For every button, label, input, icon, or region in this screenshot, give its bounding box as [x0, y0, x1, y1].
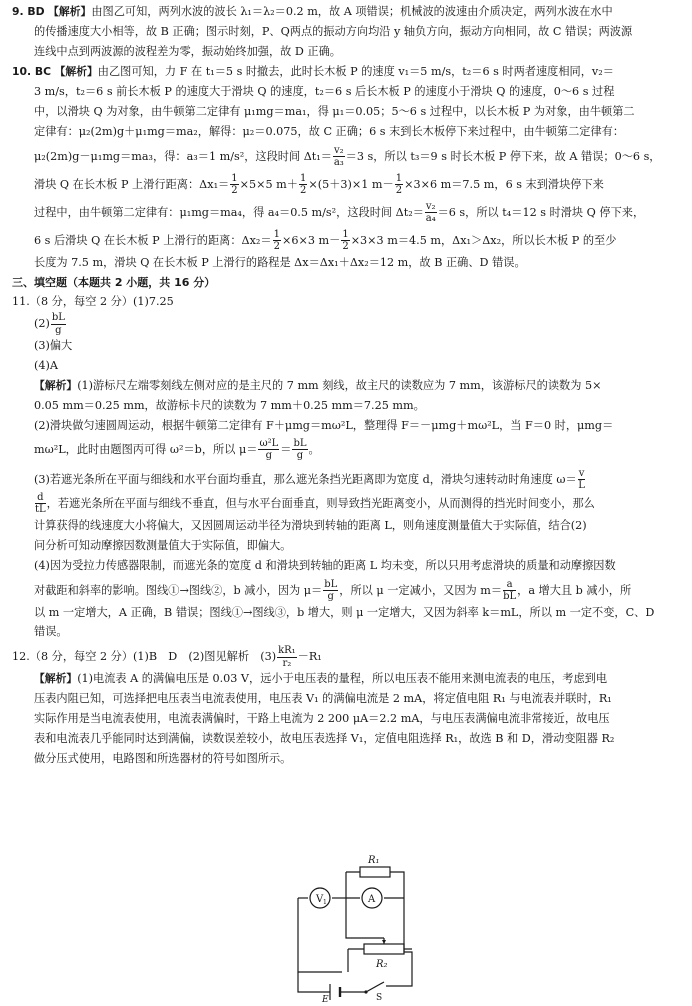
q12-analysis-2: 压表内阻已知，可选择把电压表当电流表使用，电压表 V₁ 的满偏电流是 2 mA，将定值电阻 R₁ 与电流表并联时，R₁: [34, 692, 612, 706]
switch-blade: [366, 982, 384, 992]
q11-answer-4: (4)A: [34, 358, 58, 372]
q10-line-7: 过程中，由牛顿第二定律有：μ₁mg＝ma₄，得 a₄＝0.5 m/s²，这段时间 Δt₂＝ $\frac{\text{v₂}}{\text{a₄}}$ ＝6 s，所以 t₄＝12 s 时滑块 Q 停下来，: [34, 200, 645, 225]
q11-answer-2: (2) $\frac{bL}{g}$: [34, 312, 65, 336]
q11-analysis-3b: $\frac{d}{tL}$ ，若遮光条所在平面与细线不垂直，但与水平台面垂直，则导致挡光距离变小，从而测得的挡光时间变小，那么: [35, 491, 595, 516]
q11-analysis-4: (4)因为受拉力传感器限制，而遮光条的宽度 d 和滑块到转轴的距离 L 均未变，所以只用考虑滑块的质量和动摩擦因数: [34, 558, 616, 572]
circuit-diagram: [288, 852, 428, 1002]
q11-head: 11.（8 分，每空 2 分）(1)7.25: [12, 295, 174, 309]
q11-analysis-1: 【解析】(1)游标尺左端零刻线左侧对应的是主尺的 7 mm 刻线，故主尺的读数应为 7 mm，该游标尺的读数为 5×: [34, 378, 602, 392]
fraction: $\frac{1}{2}$: [342, 228, 349, 253]
section-heading: 三、填空题（本题共 2 小题，共 16 分）: [12, 275, 216, 289]
q11-analysis-2: (2)滑块做匀速圆周运动，根据牛顿第二定律有 F＋μmg＝mω²L，整理得 F＝－μmg＋mω²L，当 F＝0 时，μmg＝: [34, 418, 614, 432]
q11-analysis-3: (3)若遮光条所在平面与细线和水平台面均垂直，那么遮光条挡光距离即为宽度 d，滑块匀速转动时角速度 ω＝ $\frac{v}{L}$: [34, 467, 585, 492]
wire-to-slider: [346, 922, 364, 938]
q11-analysis-2b: mω²L，此时由题图丙可得 ω²＝b，所以 μ＝ $\frac{\text{ω²L}}{g}$ ＝ $\frac{bL}{g}$ 。: [34, 437, 320, 462]
fraction: $\frac{1}{2}$: [273, 228, 280, 253]
r1-resistor: [360, 867, 390, 877]
label-r2: R₂: [376, 959, 388, 970]
fraction: $\frac{\text{ω²L}}{g}$: [259, 437, 279, 462]
label-v1: V: [316, 894, 324, 905]
fraction: $\frac{\text{kR₁}}{\text{r₂}}$: [278, 645, 296, 669]
fraction: $\frac{1}{2}$: [395, 172, 403, 197]
q9-line-3: 连线中点到两波源的波程差为零，振动始终加强，故 D 正确。: [34, 44, 341, 58]
q10-line-5: μ₂(2m)g－μ₁mg＝ma₃，得：a₃＝1 m/s²，这段时间 Δt₁＝ $\frac{\text{v₂}}{\text{a₃}}$ ＝3 s，所以 t₃＝9 s 时长木板 P 停下来，故 A 错误；0～6 s，: [34, 144, 661, 169]
wire-bottom-right: [386, 970, 412, 986]
wire-bottom-left: [298, 972, 330, 992]
fraction: $\frac{bL}{g}$: [51, 312, 65, 336]
q10-line-8: 6 s 后滑块 Q 在长木板 P 上滑行的距离：Δx₂＝ $\frac{1}{2}$ ×6×3 m－ $\frac{1}{2}$ ×3×3 m＝4.5 m，Δx₁＞Δx₂，所以长木板 P 的至少: [34, 228, 617, 253]
q12-head: 12.（8 分，每空 2 分）(1)B D (2)图见解析 (3) $\frac{\text{kR₁}}{\text{r₂}}$ －R₁: [12, 645, 322, 669]
label-r1: R₁: [368, 855, 380, 866]
label-s: S: [376, 993, 383, 1002]
q10-line-9: 长度为 7.5 m，滑块 Q 在长木板 P 上滑行的路程是 Δx＝Δx₁＋Δx₂＝12 m，故 B 正确、D 错误。: [34, 255, 526, 269]
r2-resistor: [364, 944, 404, 954]
answer-page: [12, 2, 680, 769]
q11-analysis-3d: 问分析可知动摩擦因数测量值大于实际值，即偏大。: [34, 538, 292, 552]
label-e: E: [322, 995, 329, 1002]
fraction: $\frac{bL}{g}$: [324, 578, 338, 603]
q11-analysis-4c: 以 m 一定增大，A 正确，B 错误；图线①→图线③，b 增大，则 μ 一定增大，又因为斜率 k＝mL，所以 m 一定不变，C、D: [34, 605, 655, 619]
fraction: $\frac{v}{L}$: [578, 467, 585, 492]
q12-analysis-1: 【解析】(1)电流表 A 的满偏电压是 0.03 V，远小于电压表的量程，所以电压表不能用来测电流表的电压，考虑到电: [34, 672, 608, 686]
q11-analysis-4d: 错误。: [34, 625, 68, 639]
q12-analysis-5: 做分压式使用，电路图和所选器材的符号如图所示。: [34, 752, 292, 766]
label-v1-sub: 1: [323, 899, 327, 906]
battery-icon: [330, 984, 340, 1000]
q11-answer-3: (3)偏大: [34, 339, 73, 353]
q11-analysis-1b: 0.05 mm＝0.25 mm，故游标卡尺的读数为 7 mm＋0.25 mm＝7.25 mm。: [34, 398, 425, 412]
q10-line-2: 3 m/s，t₂＝6 s 前长木板 P 的速度大于滑块 Q 的速度，t₂＝6 s 后长木板 P 的速度小于滑块 Q 的速度，0～6 s 过程: [34, 84, 615, 98]
q10-line-4: 定律有：μ₂(2m)g＋μ₁mg＝ma₂，解得：μ₂＝0.075，故 C 正确；6 s 末到长木板停下来过程中，由牛顿第二定律有：: [34, 124, 625, 138]
q12-analysis-3: 实际作用是当电流表使用，电流表满偏时，干路上电流为 2 200 μA＝2.2 mA，与电压表满偏电流非常接近，故电压: [34, 712, 610, 726]
fraction: $\frac{1}{2}$: [231, 172, 238, 197]
q11-analysis-3c: 计算获得的线速度大小将偏大，又因圆周运动半径为滑块到转轴的距离 L，则角速度测量值大于实际值，结合(2): [34, 518, 587, 532]
q10-line-3: 中，以滑块 Q 为对象，由牛顿第二定律有 μ₁mg＝ma₁，得 μ₁＝0.05；5～6 s 过程中，以长木板 P 为对象，由牛顿第二: [34, 104, 635, 118]
q12-analysis-4: 表和电流表几乎能同时达到满偏，读数误差较小，故电压表选择 V₁，定值电阻选择 R₁，故选 B 和 D，滑动变阻器 R₂: [34, 732, 615, 746]
q9-line-2: 的传播速度大小相等，故 B 正确；图示时刻，P、Q两点的振动方向均沿 y 轴负方向，振动方向相同，故 C 错误；两波源: [34, 24, 633, 38]
label-a: A: [368, 894, 376, 905]
fraction: $\frac{\text{v₂}}{\text{a₃}}$: [333, 144, 344, 169]
q10-line-6: 滑块 Q 在长木板 P 上滑行距离：Δx₁＝ $\frac{1}{2}$ ×5×5 m＋ $\frac{1}{2}$ ×(5＋3)×1 m－ $\frac{1}{2}$ ×3×6 m＝7.5 m，6 s 末到滑块停下来: [34, 172, 604, 197]
q9-line-1: 9. BD 【解析】由图乙可知，两列水波的波长 λ₁＝λ₂＝0.2 m，故 A 项错误；机械波的波速由介质决定，两列水波在水中: [12, 5, 613, 18]
fraction: $\frac{bL}{g}$: [293, 437, 307, 462]
wire-right: [404, 922, 412, 970]
q10-line-1: 10. BC 【解析】由乙图可知，力 F 在 t₁＝5 s 时撤去，此时长木板 P 的速度 v₁＝5 m/s，t₂＝6 s 时两者速度相同，v₂＝: [12, 64, 614, 78]
q11-analysis-4b: 对截距和斜率的影响。图线①→图线②，b 减小，因为 μ＝ $\frac{bL}{g}$ ，所以 μ 一定减小，又因为 m＝ $\frac{a}{bL}$ ，a 增大且 b 减小，所: [34, 578, 632, 603]
wire-left: [298, 898, 342, 972]
fraction: $\frac{a}{bL}$: [503, 578, 517, 603]
fraction: $\frac{\text{v₂}}{\text{a₄}}$: [425, 200, 436, 225]
fraction: $\frac{1}{2}$: [299, 172, 307, 197]
switch-contact-icon: [364, 990, 367, 993]
fraction: $\frac{d}{tL}$: [35, 491, 46, 516]
